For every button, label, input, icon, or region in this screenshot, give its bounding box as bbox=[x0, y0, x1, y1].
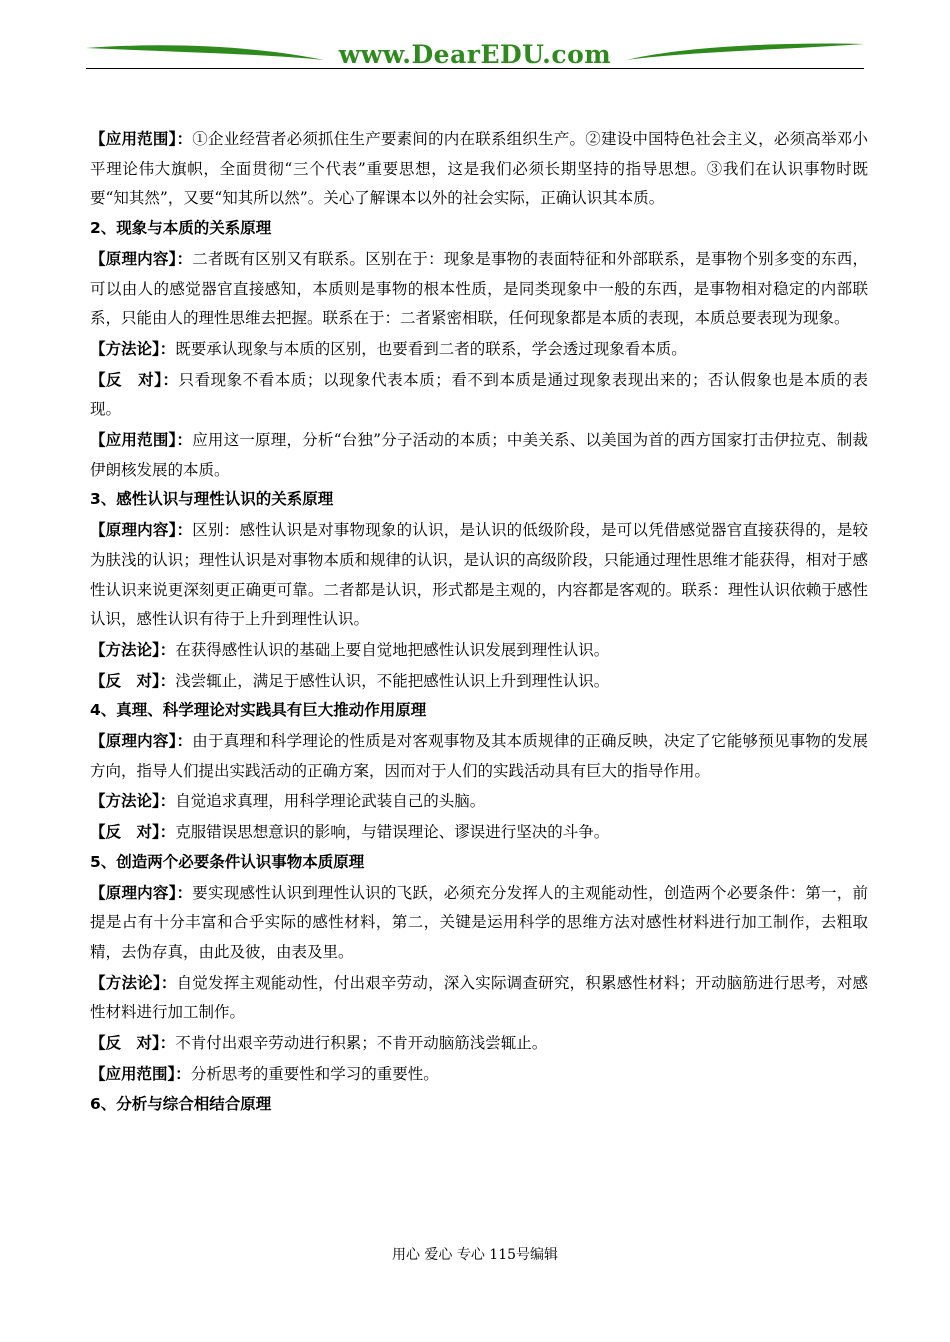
paragraph-label: 【反 对】： bbox=[90, 1033, 176, 1053]
paragraph-text: 不肯付出艰辛劳动进行积累；不肯开动脑筋浅尝辄止。 bbox=[175, 1034, 548, 1053]
paragraph bbox=[90, 515, 868, 635]
paragraph-text: 要实现感性认识到理性认识的飞跃，必须充分发挥人的主观能动性，创造两个必要条件：第一，前提是占有十分丰富和合乎实际的感性材料，第二，关键是运用科学的思维方法对感性材料进行加工制作，去粗取精，去伪存真，由此及彼，由表及里。 bbox=[90, 883, 868, 961]
paragraph-label: 【原理内容】： bbox=[90, 248, 193, 268]
paragraph-label: 【反 对】： bbox=[90, 369, 179, 389]
paragraph-text: 克服错误思想意识的影响，与错误理论、谬误进行坚决的斗争。 bbox=[175, 823, 610, 842]
paragraph-label: 【原理内容】： bbox=[90, 520, 193, 540]
paragraph-text: 浅尝辄止，满足于感性认识，不能把感性认识上升到理性认识。 bbox=[175, 671, 610, 690]
paragraph bbox=[90, 244, 868, 334]
page-footer: 用心 爱心 专心 115号编辑 bbox=[391, 1247, 559, 1263]
paragraph-label: 【方法论】： bbox=[90, 791, 176, 811]
paragraph bbox=[90, 786, 868, 817]
section-heading: 3、感性认识与理性认识的关系原理 bbox=[90, 490, 334, 509]
paragraph bbox=[90, 968, 868, 1028]
paragraph bbox=[90, 878, 868, 968]
paragraph bbox=[90, 635, 868, 666]
section-heading: 6、分析与综合相结合原理 bbox=[90, 1094, 272, 1113]
paragraph bbox=[90, 817, 868, 848]
paragraph-label: 【原理内容】： bbox=[90, 882, 193, 902]
paragraph-label: 【应用范围】： bbox=[90, 430, 193, 450]
section-heading: 5、创造两个必要条件认识事物本质原理 bbox=[90, 852, 365, 871]
paragraph-label: 【方法论】： bbox=[90, 972, 177, 992]
site-header bbox=[86, 38, 864, 72]
paragraph bbox=[90, 425, 868, 485]
paragraph bbox=[90, 365, 868, 425]
document-body bbox=[90, 124, 868, 1119]
paragraph bbox=[90, 1028, 868, 1059]
paragraph bbox=[90, 124, 868, 214]
paragraph-text: 只看现象不看本质；以现象代表本质；看不到本质是通过现象表现出来的；否认假象也是本质的表现。 bbox=[90, 370, 868, 419]
paragraph-text: 应用这一原理，分析“台独”分子活动的本质；中美关系、以美国为首的西方国家打击伊拉克、制裁伊朗核发展的本质。 bbox=[90, 431, 868, 479]
paragraph bbox=[90, 1059, 868, 1090]
paragraph-label: 【方法论】： bbox=[90, 338, 176, 358]
paragraph-text: 区别：感性认识是对事物现象的认识，是认识的低级阶段，是可以凭借感觉器官直接获得的，是较为肤浅的认识；理性认识是对事物本质和规律的认识，是认识的高级阶段，只能通过理性思维才能获得，相对于感性认识来说更深刻更正确更可靠。二者都是认识，形式都是主观的，内容都是客观的。联系：理性认识依赖于感性认识，感性认识有待于上升到理性认识。 bbox=[90, 521, 868, 629]
paragraph-label: 【反 对】： bbox=[90, 670, 176, 690]
paragraph-label: 【方法论】： bbox=[90, 639, 176, 659]
header-rule bbox=[86, 68, 864, 69]
paragraph bbox=[90, 334, 868, 365]
paragraph-text: 在获得感性认识的基础上要自觉地把感性认识发展到理性认识。 bbox=[175, 640, 610, 659]
paragraph-label: 【应用范围】： bbox=[90, 1063, 191, 1083]
paragraph-text: 自觉追求真理，用科学理论武装自己的头脑。 bbox=[175, 792, 486, 811]
paragraph-label: 【应用范围】： bbox=[90, 129, 193, 148]
paragraph bbox=[90, 726, 868, 786]
section-heading: 2、现象与本质的关系原理 bbox=[90, 219, 272, 238]
paragraph-text: 分析思考的重要性和学习的重要性。 bbox=[190, 1064, 439, 1083]
paragraph bbox=[90, 666, 868, 697]
paragraph-label: 【原理内容】： bbox=[90, 731, 193, 751]
section-heading: 4、真理、科学理论对实践具有巨大推动作用原理 bbox=[90, 701, 427, 720]
paragraph-label: 【反 对】： bbox=[90, 822, 176, 842]
paragraph-text: ①企业经营者必须抓住生产要素间的内在联系组织生产。②建设中国特色社会主义，必须高举邓小平理论伟大旗帜，全面贯彻“三个代表”重要思想，这是我们必须长期坚持的指导思想。③我们在认识事物时既要“知其然”，又要“知其所以然”。关心了解课本以外的社会实际，正确认识其本质。 bbox=[90, 130, 868, 208]
paragraph-text: 由于真理和科学理论的性质是对客观事物及其本质规律的正确反映，决定了它能够预见事物的发展方向，指导人们提出实践活动的正确方案，因而对于人们的实践活动具有巨大的指导作用。 bbox=[90, 732, 868, 780]
paragraph-text: 自觉发挥主观能动性，付出艰辛劳动，深入实际调查研究，积累感性材料；开动脑筋进行思考，对感性材料进行加工制作。 bbox=[90, 973, 868, 1022]
site-logo-text: www.DearEDU.com bbox=[338, 40, 612, 69]
paragraph-text: 二者既有区别又有联系。区别在于：现象是事物的表面特征和外部联系，是事物个别多变的东西，可以由人的感觉器官直接感知，本质则是事物的根本性质，是同类现象中一般的东西，是事物相对稳定的内部联系，只能由人的理性思维去把握。联系在于：二者紧密相联，任何现象都是本质的表现，本质总要表现为现象。 bbox=[90, 249, 868, 328]
paragraph-text: 既要承认现象与本质的区别，也要看到二者的联系，学会透过现象看本质。 bbox=[175, 339, 687, 358]
